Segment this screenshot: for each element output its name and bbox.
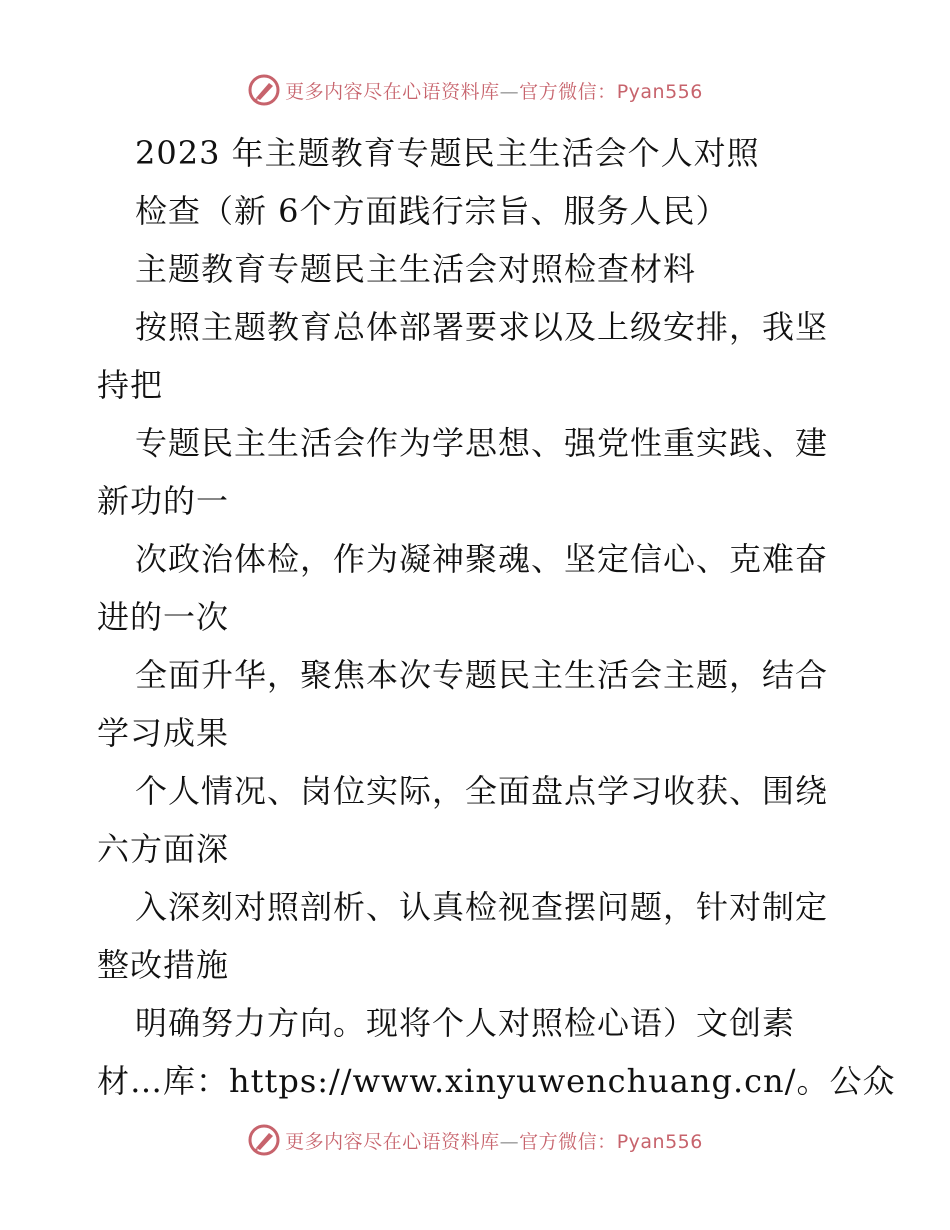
banner-contact-label: 官方微信： xyxy=(519,1130,617,1153)
document-line: 新功的一 xyxy=(97,482,230,520)
banner-dash: — xyxy=(499,80,520,103)
document-line: 六方面深 xyxy=(97,830,230,868)
banner-contact-value: Pyan556 xyxy=(616,80,703,103)
banner-site-text: 更多内容尽在心语资料库 xyxy=(285,1130,500,1153)
document-line: 检查（新 6个方面践行宗旨、服务人民） xyxy=(135,192,729,230)
document-line: 按照主题教育总体部署要求以及上级安排，我坚 xyxy=(135,308,829,346)
document-line: 持把 xyxy=(97,366,164,404)
banner-text xyxy=(285,77,703,104)
document-line: 个人情况、岗位实际，全面盘点学习收获、围绕 xyxy=(135,772,829,810)
banner-text xyxy=(285,1127,703,1154)
banner-contact-value: Pyan556 xyxy=(616,1130,703,1153)
document-body xyxy=(97,124,896,1110)
document-line: 进的一次 xyxy=(97,598,230,636)
pen-circle-logo-icon xyxy=(247,1123,281,1157)
document-line: 主题教育专题民主生活会对照检查材料 xyxy=(135,250,697,288)
document-line: 明确努力方向。现将个人对照检心语）文创素 xyxy=(135,1004,796,1042)
header-banner xyxy=(0,70,950,110)
banner-contact-label: 官方微信： xyxy=(519,80,617,103)
document-line: 专题民主生活会作为学思想、强党性重实践、建 xyxy=(135,424,829,462)
footer-banner xyxy=(0,1120,950,1160)
document-line: 次政治体检，作为凝神聚魂、坚定信心、克难奋 xyxy=(135,540,829,578)
document-line: 入深刻对照剖析、认真检视查摆问题，针对制定 xyxy=(135,888,829,926)
document-line: 2023 年主题教育专题民主生活会个人对照 xyxy=(135,134,760,172)
document-line: 学习成果 xyxy=(97,714,230,752)
banner-dash: — xyxy=(499,1130,520,1153)
pen-circle-logo-icon xyxy=(247,73,281,107)
document-line: 材…库：https://www.xinyuwenchuang.cn/。公众 xyxy=(97,1062,896,1100)
banner-site-text: 更多内容尽在心语资料库 xyxy=(285,80,500,103)
document-line: 全面升华，聚焦本次专题民主生活会主题，结合 xyxy=(135,656,829,694)
document-line: 整改措施 xyxy=(97,946,230,984)
